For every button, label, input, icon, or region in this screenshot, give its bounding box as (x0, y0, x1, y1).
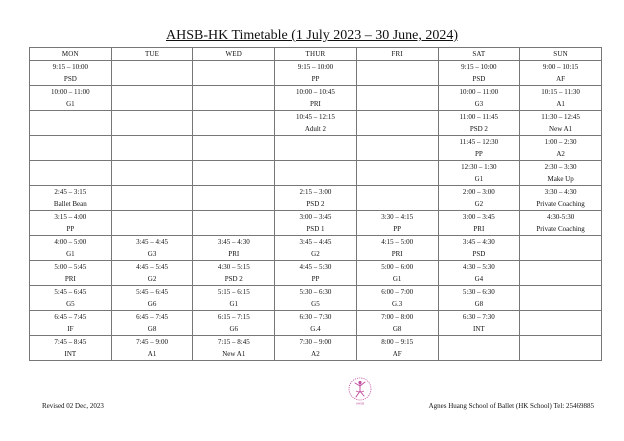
class-time: 3:15 – 4:00 (54, 213, 87, 221)
class-name: Private Coaching (536, 225, 585, 233)
timetable-cell-wed (193, 61, 275, 86)
timetable-cell-fri (356, 261, 438, 286)
timetable-cell-sat (438, 286, 520, 311)
class-name: PSD 2 (469, 125, 488, 133)
revised-date: Revised 02 Dec, 2023 (42, 402, 104, 410)
timetable-cell-mon (30, 86, 112, 111)
timetable-cell-sat (438, 161, 520, 186)
timetable-cell-mon (30, 311, 112, 336)
table-row (30, 161, 602, 186)
class-time: 2:45 – 3:15 (54, 188, 87, 196)
timetable-cell-mon (30, 336, 112, 361)
timetable-cell-sat (438, 136, 520, 161)
day-header-fri: FRI (356, 48, 438, 61)
timetable-cell-sun (520, 261, 602, 286)
class-name: PP (311, 275, 320, 283)
class-name: G8 (474, 300, 484, 308)
class-name: G1 (66, 250, 75, 258)
timetable-cell-fri (356, 86, 438, 111)
class-time: 11:30 – 12:45 (541, 113, 580, 121)
class-name: G2 (474, 200, 484, 208)
svg-text:AHSB: AHSB (355, 401, 365, 406)
timetable-cell-thur (275, 86, 357, 111)
timetable-cell-thur (275, 286, 357, 311)
class-name: PP (393, 225, 402, 233)
timetable-cell-thur (275, 311, 357, 336)
class-name: G3 (474, 100, 484, 108)
timetable-cell-sun (520, 236, 602, 261)
class-time: 5:30 – 6:30 (299, 288, 332, 296)
class-name: A2 (556, 150, 565, 158)
class-name: A2 (311, 350, 320, 358)
class-time: 4:45 – 5:45 (136, 263, 168, 271)
class-time: 2:15 – 3:00 (299, 188, 332, 196)
class-time: 4:15 – 5:00 (381, 238, 414, 246)
class-time: 7:15 – 8:45 (217, 338, 250, 346)
class-name: Private Coaching (536, 200, 585, 208)
school-contact: Agnes Huang School of Ballet (HK School) Tel: 25469885 (428, 402, 594, 410)
table-row (30, 61, 602, 86)
class-time: 4:30 – 5:30 (462, 263, 495, 271)
table-row (30, 186, 602, 211)
class-name: G5 (66, 300, 75, 308)
class-name: AF (392, 350, 402, 358)
timetable-cell-tue (111, 161, 193, 186)
day-header-mon: MON (30, 48, 112, 61)
timetable-cell-sat (438, 186, 520, 211)
class-name: G4 (474, 275, 484, 283)
class-name: INT (473, 325, 485, 333)
class-name: G2 (147, 275, 157, 283)
class-time: 5:45 – 6:45 (136, 288, 168, 296)
timetable-cell-sat (438, 336, 520, 361)
day-header-tue: TUE (111, 48, 193, 61)
class-time: 4:30-5:30 (546, 213, 575, 221)
class-time: 2:30 – 3:30 (544, 163, 577, 171)
table-row (30, 236, 602, 261)
table-row (30, 336, 602, 361)
timetable-cell-sun (520, 186, 602, 211)
class-time: 4:30 – 5:15 (217, 263, 250, 271)
class-name: Ballet Bean (53, 200, 87, 208)
class-time: 9:15 – 10:00 (461, 63, 497, 71)
timetable-cell-tue (111, 336, 193, 361)
timetable-cell-tue (111, 286, 193, 311)
class-name: G2 (311, 250, 320, 258)
timetable-cell-wed (193, 336, 275, 361)
timetable-cell-thur (275, 61, 357, 86)
class-time: 5:15 – 6:15 (217, 288, 250, 296)
table-row (30, 311, 602, 336)
timetable-cell-wed (193, 161, 275, 186)
class-name: IF (67, 325, 74, 333)
class-time: 6:45 – 7:45 (54, 313, 87, 321)
timetable-cell-sun (520, 136, 602, 161)
timetable-cell-fri (356, 236, 438, 261)
timetable-cell-sat (438, 211, 520, 236)
timetable-cell-sat (438, 61, 520, 86)
timetable-cell-mon (30, 111, 112, 136)
timetable-cell-tue (111, 311, 193, 336)
class-time: 11:00 – 11:45 (459, 113, 499, 121)
dancer-logo-icon (347, 376, 373, 406)
class-time: 5:00 – 5:45 (54, 263, 87, 271)
class-name: PSD (472, 250, 486, 258)
timetable-cell-thur (275, 186, 357, 211)
class-name: PSD 2 (306, 200, 325, 208)
table-row (30, 111, 602, 136)
timetable-cell-mon (30, 61, 112, 86)
timetable-cell-wed (193, 211, 275, 236)
class-name: G8 (147, 325, 157, 333)
class-name: Make Up (547, 175, 574, 183)
class-time: 10:45 – 12:15 (296, 113, 335, 121)
class-name: G6 (229, 325, 239, 333)
class-name: PSD (63, 75, 77, 83)
class-time: 6:30 – 7:30 (299, 313, 332, 321)
class-time: 3:45 – 4:30 (217, 238, 250, 246)
class-name: G.3 (392, 300, 403, 308)
class-time: 9:00 – 10:15 (542, 63, 579, 71)
timetable-cell-wed (193, 261, 275, 286)
timetable-cell-fri (356, 186, 438, 211)
class-time: 12:30 – 1:30 (461, 163, 497, 171)
timetable-cell-sun (520, 86, 602, 111)
timetable-cell-thur (275, 261, 357, 286)
class-time: 7:45 – 9:00 (136, 338, 168, 346)
class-time: 10:00 – 11:00 (459, 88, 499, 96)
class-name: PP (66, 225, 75, 233)
timetable-cell-tue (111, 211, 193, 236)
class-name: PSD 2 (224, 275, 243, 283)
class-name: Adult 2 (304, 125, 327, 133)
class-name: G.4 (310, 325, 321, 333)
timetable-cell-fri (356, 61, 438, 86)
class-time: 5:45 – 6:45 (54, 288, 87, 296)
class-name: G6 (147, 300, 157, 308)
timetable-cell-fri (356, 286, 438, 311)
day-header-thur: THUR (275, 48, 357, 61)
timetable-cell-mon (30, 211, 112, 236)
timetable-cell-tue (111, 186, 193, 211)
timetable-cell-mon (30, 161, 112, 186)
table-row (30, 261, 602, 286)
class-time: 6:45 – 7:45 (136, 313, 168, 321)
timetable-cell-fri (356, 136, 438, 161)
class-time: 7:30 – 9:00 (299, 338, 332, 346)
class-name: G3 (147, 250, 157, 258)
day-header-sat: SAT (438, 48, 520, 61)
table-row (30, 86, 602, 111)
class-time: 9:15 – 10:00 (52, 63, 89, 71)
timetable-header-row (30, 48, 602, 61)
timetable-cell-sun (520, 311, 602, 336)
class-time: 10:00 – 10:45 (296, 88, 335, 96)
class-name: G1 (474, 175, 484, 183)
timetable-cell-thur (275, 336, 357, 361)
class-time: 6:15 – 7:15 (217, 313, 250, 321)
class-time: 3:30 – 4:15 (381, 213, 414, 221)
class-time: 4:00 – 5:00 (54, 238, 87, 246)
timetable (29, 47, 602, 361)
class-name: PSD 1 (306, 225, 325, 233)
class-time: 1:00 – 2:30 (544, 138, 577, 146)
class-time: 10:15 – 11:30 (541, 88, 580, 96)
timetable-cell-mon (30, 286, 112, 311)
timetable-cell-fri (356, 336, 438, 361)
class-name: New A1 (222, 350, 246, 358)
timetable-body (30, 61, 602, 361)
timetable-cell-tue (111, 61, 193, 86)
timetable-cell-fri (356, 161, 438, 186)
timetable-cell-wed (193, 286, 275, 311)
class-name: PP (474, 150, 483, 158)
timetable-cell-tue (111, 136, 193, 161)
timetable-cell-sat (438, 311, 520, 336)
timetable-cell-wed (193, 136, 275, 161)
day-header-wed: WED (193, 48, 275, 61)
class-name: PRI (391, 250, 403, 258)
class-time: 5:00 – 6:00 (381, 263, 414, 271)
timetable-cell-fri (356, 111, 438, 136)
class-name: PP (311, 75, 320, 83)
timetable-cell-sun (520, 286, 602, 311)
timetable-cell-mon (30, 261, 112, 286)
class-name: AF (556, 75, 566, 83)
class-name: PRI (310, 100, 321, 108)
timetable-cell-sun (520, 61, 602, 86)
class-time: 6:00 – 7:00 (381, 288, 414, 296)
class-name: A1 (147, 350, 157, 358)
class-name: G1 (66, 100, 75, 108)
class-time: 7:45 – 8:45 (54, 338, 87, 346)
class-name: New A1 (549, 125, 573, 133)
class-time: 11:45 – 12:30 (459, 138, 499, 146)
page-title: AHSB-HK Timetable (1 July 2023 – 30 June, 2024) (165, 28, 459, 43)
timetable-cell-sun (520, 211, 602, 236)
class-time: 9:15 – 10:00 (297, 63, 334, 71)
table-row (30, 286, 602, 311)
timetable-cell-sat (438, 86, 520, 111)
class-time: 3:00 – 3:45 (299, 213, 332, 221)
timetable-cell-fri (356, 211, 438, 236)
class-time: 3:30 – 4:30 (544, 188, 577, 196)
timetable-cell-thur (275, 236, 357, 261)
timetable-cell-wed (193, 236, 275, 261)
class-name: INT (64, 350, 77, 358)
timetable-cell-thur (275, 161, 357, 186)
class-time: 3:45 – 4:45 (136, 238, 168, 246)
class-name: G8 (392, 325, 402, 333)
timetable-cell-tue (111, 236, 193, 261)
timetable-cell-tue (111, 261, 193, 286)
timetable-cell-sun (520, 111, 602, 136)
class-name: G5 (311, 300, 320, 308)
timetable-cell-mon (30, 136, 112, 161)
timetable-cell-sun (520, 336, 602, 361)
timetable-cell-thur (275, 111, 357, 136)
timetable-cell-thur (275, 211, 357, 236)
class-name: PRI (228, 250, 240, 258)
timetable-cell-mon (30, 186, 112, 211)
class-name: PRI (473, 225, 485, 233)
class-time: 2:00 – 3:00 (462, 188, 495, 196)
class-time: 8:00 – 9:15 (381, 338, 414, 346)
table-row (30, 211, 602, 236)
timetable-cell-wed (193, 186, 275, 211)
class-name: G1 (229, 300, 239, 308)
class-time: 5:30 – 6:30 (462, 288, 495, 296)
table-row (30, 136, 602, 161)
timetable-cell-sun (520, 161, 602, 186)
timetable-cell-tue (111, 86, 193, 111)
class-name: A1 (556, 100, 565, 108)
class-time: 4:45 – 5:30 (299, 263, 332, 271)
timetable-cell-mon (30, 236, 112, 261)
class-name: PRI (64, 275, 76, 283)
timetable-cell-thur (275, 136, 357, 161)
timetable-cell-wed (193, 111, 275, 136)
class-time: 7:00 – 8:00 (381, 313, 414, 321)
timetable-cell-wed (193, 86, 275, 111)
timetable-cell-sat (438, 111, 520, 136)
day-header-sun: SUN (520, 48, 602, 61)
class-name: G1 (392, 275, 402, 283)
class-time: 3:00 – 3:45 (462, 213, 495, 221)
class-time: 3:45 – 4:30 (462, 238, 495, 246)
timetable-cell-fri (356, 311, 438, 336)
class-time: 3:45 – 4:45 (299, 238, 332, 246)
class-time: 10:00 – 11:00 (51, 88, 90, 96)
timetable-cell-tue (111, 111, 193, 136)
timetable-cell-wed (193, 311, 275, 336)
timetable-cell-sat (438, 236, 520, 261)
class-name: PSD (472, 75, 486, 83)
timetable-cell-sat (438, 261, 520, 286)
class-time: 6:30 – 7:30 (462, 313, 495, 321)
